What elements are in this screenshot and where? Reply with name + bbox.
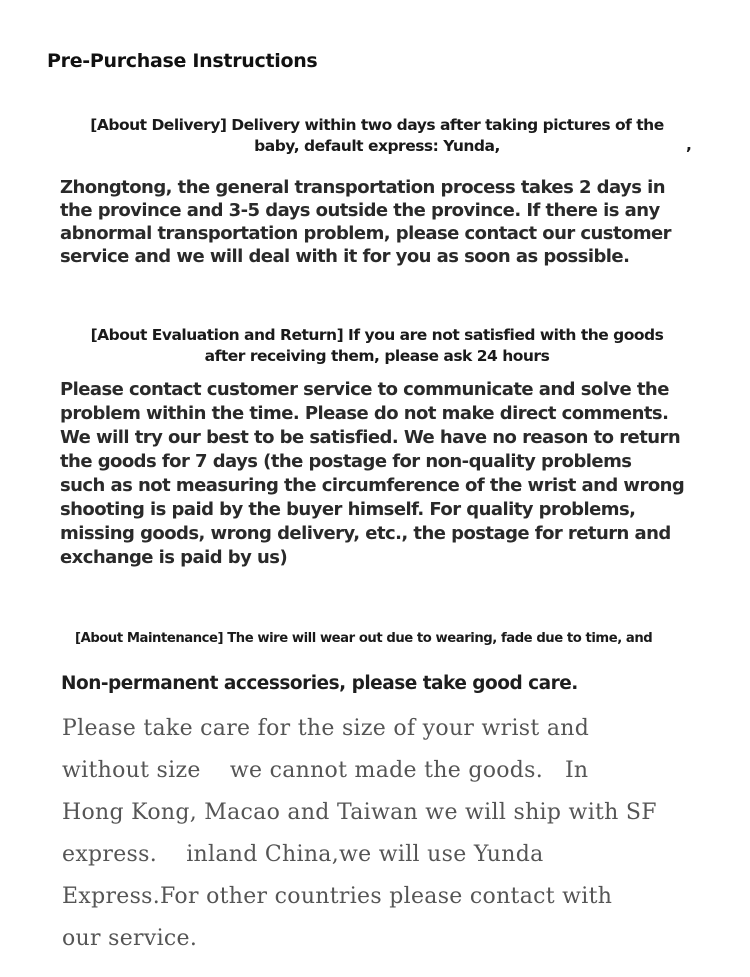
delivery-trailing-mark: , (686, 136, 692, 154)
evaluation-paragraph-line: We will try our best to be satisfied. We have no reason to return (60, 427, 681, 448)
delivery-heading (66, 115, 688, 157)
notice-line: our service. (62, 926, 198, 951)
evaluation-paragraph-line: shooting is paid by the buyer himself. For quality problems, (60, 499, 636, 520)
page-title: Pre-Purchase Instructions (47, 50, 318, 72)
notice-line: Hong Kong, Macao and Taiwan we will ship with SF (62, 800, 657, 825)
delivery-paragraph (60, 176, 671, 268)
evaluation-paragraph-line: exchange is paid by us) (60, 547, 288, 568)
delivery-paragraph-line: Zhongtong, the general transportation process takes 2 days in (60, 177, 665, 198)
notice-line: Please take care for the size of your wrist and (62, 716, 590, 741)
evaluation-heading-line: [About Evaluation and Return] If you are not satisfied with the goods (90, 326, 664, 344)
evaluation-paragraph-line: problem within the time. Please do not make direct comments. (60, 403, 669, 424)
evaluation-paragraph-line: the goods for 7 days (the postage for non-quality problems (60, 451, 632, 472)
notice-line: without size we cannot made the goods. In (62, 758, 589, 783)
maintenance-heading: [About Maintenance] The wire will wear out due to wearing, fade due to time, and (75, 631, 653, 646)
evaluation-heading (66, 325, 688, 367)
delivery-heading-line: baby, default express: Yunda, (254, 137, 500, 155)
evaluation-paragraph (60, 378, 684, 570)
notice-line: express. inland China,we will use Yunda (62, 842, 544, 867)
maintenance-line: Non-permanent accessories, please take good care. (61, 673, 578, 694)
notice-line: Express.For other countries please contact with (62, 884, 613, 909)
evaluation-heading-line: after receiving them, please ask 24 hours (204, 347, 550, 365)
delivery-paragraph-line: service and we will deal with it for you as soon as possible. (60, 246, 630, 267)
evaluation-paragraph-line: missing goods, wrong delivery, etc., the postage for return and (60, 523, 671, 544)
evaluation-paragraph-line: such as not measuring the circumference of the wrist and wrong (60, 475, 685, 496)
size-shipping-notice (62, 708, 657, 960)
delivery-paragraph-line: abnormal transportation problem, please contact our customer (60, 223, 672, 244)
delivery-heading-line: [About Delivery] Delivery within two days after taking pictures of the (90, 116, 664, 134)
delivery-paragraph-line: the province and 3-5 days outside the province. If there is any (60, 200, 660, 221)
evaluation-paragraph-line: Please contact customer service to communicate and solve the (60, 379, 669, 400)
